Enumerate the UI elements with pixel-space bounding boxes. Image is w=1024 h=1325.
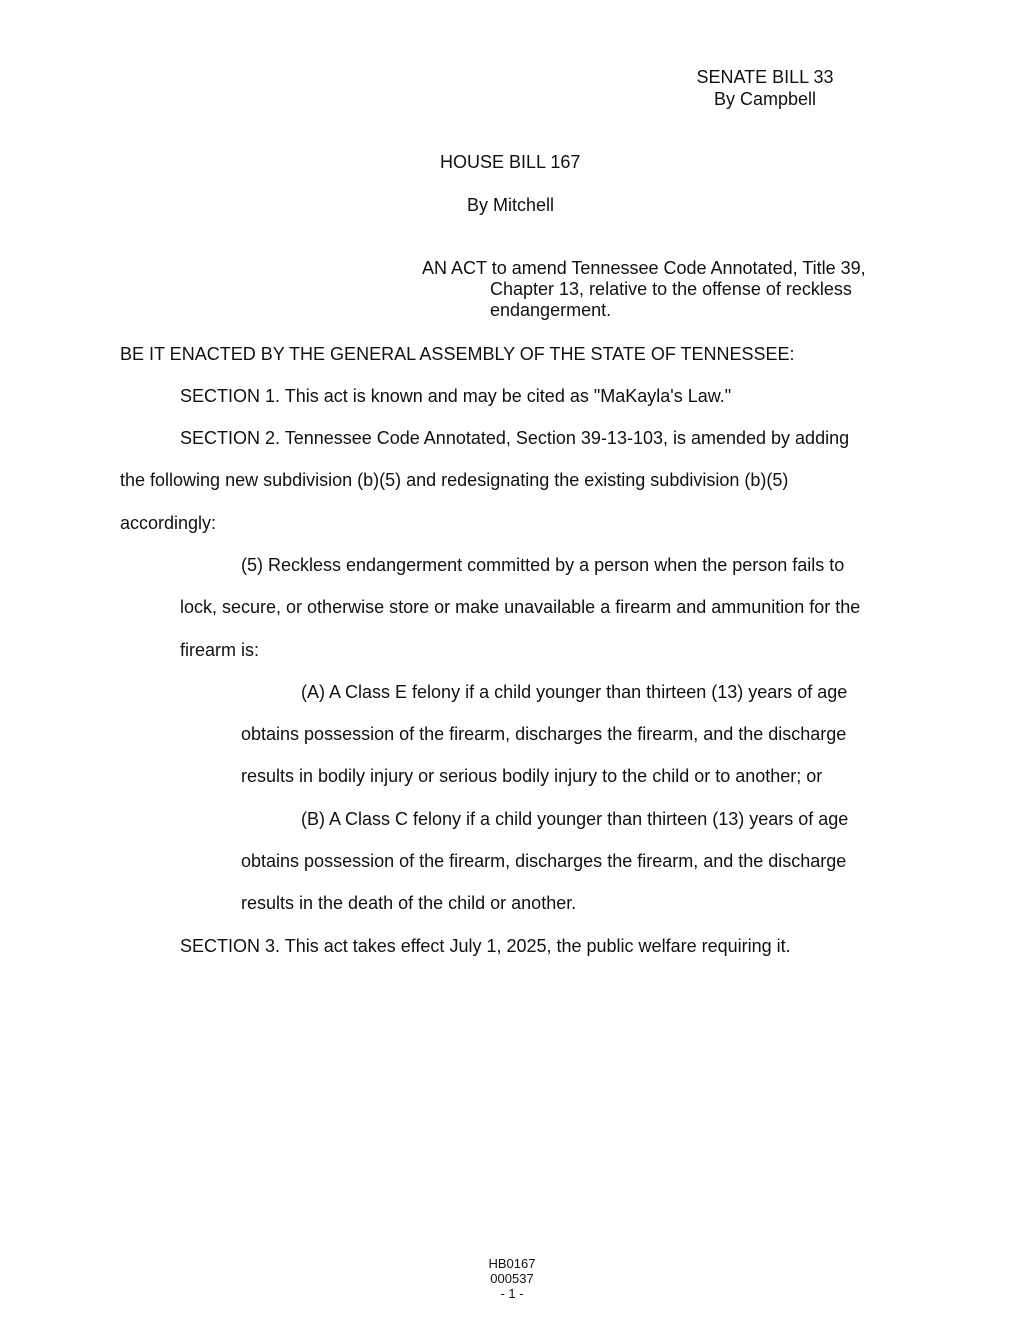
page-footer [462, 1256, 562, 1301]
subparagraph-a-line-3: results in bodily injury or serious bodily injury to the child or to another; or [241, 766, 823, 786]
enacting-clause: BE IT ENACTED BY THE GENERAL ASSEMBLY OF THE STATE OF TENNESSEE: [120, 344, 795, 364]
house-bill-number: HOUSE BILL 167 [440, 152, 581, 172]
footer-page-number: - 1 - [500, 1286, 524, 1301]
section-2-line-3: accordingly: [120, 513, 217, 533]
subparagraph-b-line-1: (B) A Class C felony if a child younger than thirteen (13) years of age [301, 809, 849, 829]
bill-caption [422, 258, 866, 321]
caption-line-3: endangerment. [490, 300, 612, 320]
subparagraph-b-line-2: obtains possession of the firearm, discharges the firearm, and the discharge [241, 851, 847, 871]
section-3: SECTION 3. This act takes effect July 1, 2025, the public welfare requiring it. [180, 936, 791, 956]
subdivision-5-line-1: (5) Reckless endangerment committed by a person when the person fails to [241, 555, 845, 575]
senate-bill-sponsor: By Campbell [713, 89, 817, 109]
subparagraph-b-line-3: results in the death of the child or another. [241, 893, 577, 913]
caption-line-1: AN ACT to amend Tennessee Code Annotated, Title 39, [422, 258, 866, 278]
footer-doc-number: 000537 [490, 1271, 534, 1286]
section-1: SECTION 1. This act is known and may be cited as "MaKayla's Law." [180, 386, 732, 406]
senate-bill-number: SENATE BILL 33 [696, 67, 834, 87]
section-2-line-1: SECTION 2. Tennessee Code Annotated, Section 39-13-103, is amended by adding [180, 428, 850, 448]
footer-bill-code: HB0167 [488, 1256, 536, 1271]
subdivision-5-line-3: firearm is: [180, 640, 260, 660]
subparagraph-a-line-2: obtains possession of the firearm, discharges the firearm, and the discharge [241, 724, 847, 744]
senate-bill-header [690, 66, 840, 110]
subparagraph-a-line-1: (A) A Class E felony if a child younger than thirteen (13) years of age [301, 682, 848, 702]
subdivision-5-line-2: lock, secure, or otherwise store or make unavailable a firearm and ammunition for the [180, 597, 861, 617]
caption-line-2: Chapter 13, relative to the offense of reckless [490, 279, 852, 299]
section-2-line-2: the following new subdivision (b)(5) and redesignating the existing subdivision (b)(5) [120, 470, 789, 490]
house-bill-sponsor: By Mitchell [467, 195, 555, 215]
